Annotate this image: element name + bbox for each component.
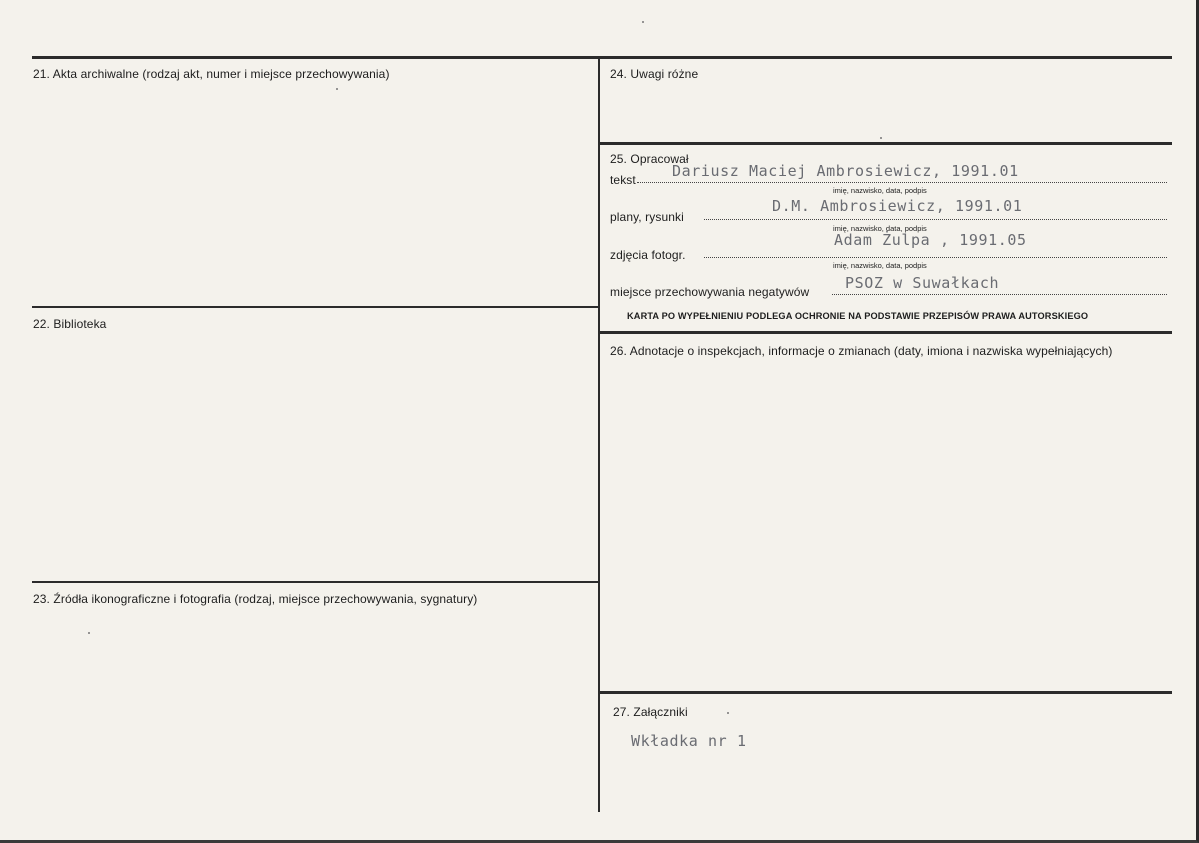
- paper-speck: [880, 137, 882, 139]
- negatywy-line: [832, 294, 1167, 295]
- zalaczniki-value: Wkładka nr 1: [631, 732, 747, 750]
- plany-hint: imię, nazwisko, data, podpis: [833, 224, 927, 233]
- rule-27-right: [599, 691, 1172, 694]
- tekst-line: [637, 182, 1167, 183]
- paper-speck: [642, 21, 644, 23]
- paper-speck: [336, 88, 338, 90]
- zdjecia-value: Adam Żulpa , 1991.05: [834, 231, 1027, 249]
- paper-speck: [88, 632, 90, 634]
- section-25-label: 25. Opracował: [610, 152, 689, 166]
- tekst-label: tekst: [610, 173, 636, 187]
- rule-23-left: [32, 581, 599, 583]
- paper-speck: [727, 712, 729, 714]
- negatywy-value: PSOZ w Suwałkach: [845, 274, 1000, 292]
- rule-26-right: [599, 331, 1172, 334]
- section-26-label: 26. Adnotacje o inspekcjach, informacje o zmianach (daty, imiona i nazwiska wypełniających): [610, 344, 1113, 358]
- negatywy-label: miejsce przechowywania negatywów: [610, 285, 810, 299]
- plany-label: plany, rysunki: [610, 210, 684, 224]
- center-divider: [598, 56, 600, 812]
- zdjecia-label: zdjęcia fotogr.: [610, 248, 686, 262]
- plany-line: [704, 219, 1167, 220]
- section-24-label: 24. Uwagi różne: [610, 67, 699, 81]
- rule-22-left: [32, 306, 599, 308]
- copyright-note: KARTA PO WYPEŁNIENIU PODLEGA OCHRONIE NA PODSTAWIE PRZEPISÓW PRAWA AUTORSKIEGO: [627, 311, 1089, 321]
- section-21-label: 21. Akta archiwalne (rodzaj akt, numer i miejsce przechowywania): [33, 67, 390, 81]
- section-27-label: 27. Załączniki: [613, 705, 688, 719]
- plany-value: D.M. Ambrosiewicz, 1991.01: [772, 197, 1023, 215]
- top-rule: [32, 56, 1172, 59]
- rule-25-right: [599, 142, 1172, 145]
- zdjecia-line: [704, 257, 1167, 258]
- tekst-value: Dariusz Maciej Ambrosiewicz, 1991.01: [672, 162, 1019, 180]
- zdjecia-hint: imię, nazwisko, data, podpis: [833, 261, 927, 270]
- section-23-label: 23. Źródła ikonograficzne i fotografia (rodzaj, miejsce przechowywania, sygnatury): [33, 592, 478, 606]
- tekst-hint: imię, nazwisko, data, podpis: [833, 186, 927, 195]
- section-22-label: 22. Biblioteka: [33, 317, 107, 331]
